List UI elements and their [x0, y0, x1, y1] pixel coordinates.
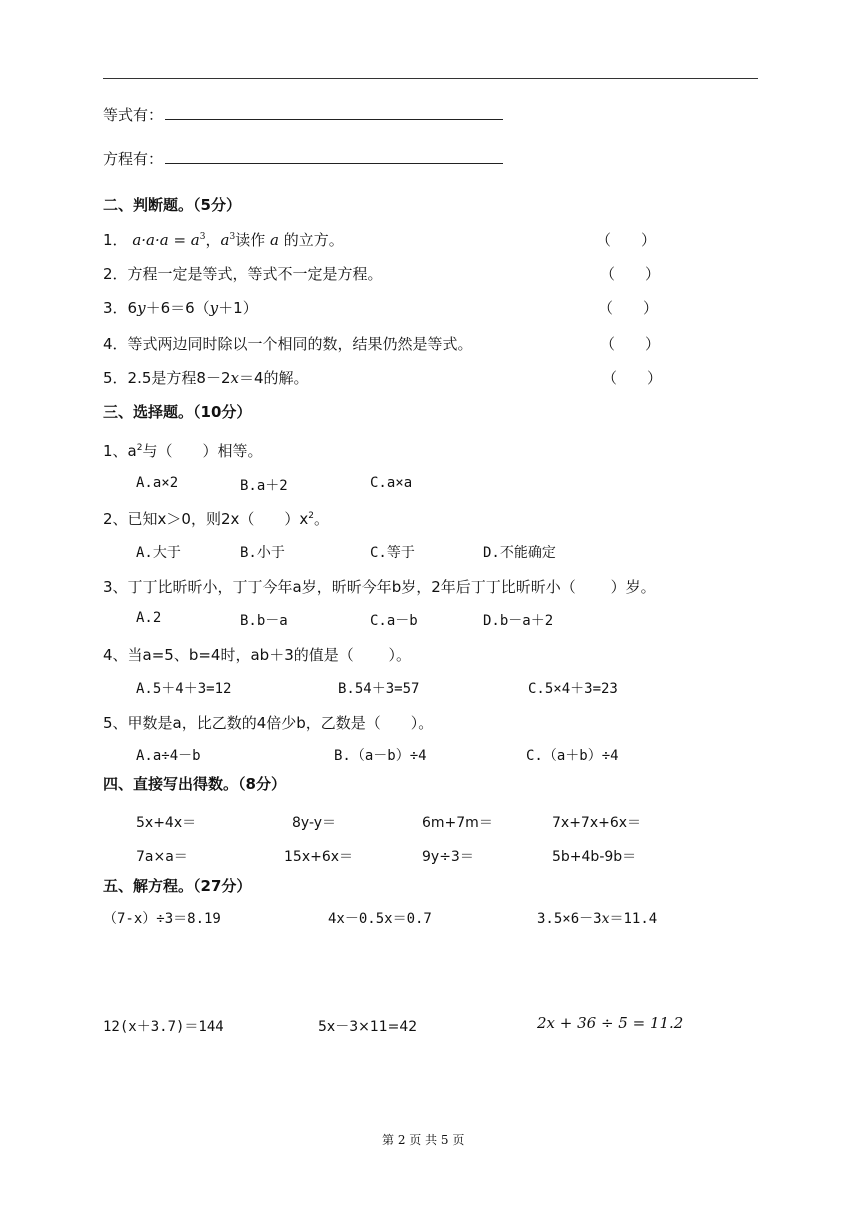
judge-q5-answer[interactable]: （ ）: [602, 369, 663, 387]
equation-1: （7-x）÷3＝8.19: [103, 911, 221, 927]
oral-calc-8: 5b+4b-9b＝: [552, 849, 637, 865]
equation-3-var: x: [601, 911, 610, 927]
equations-blank[interactable]: [165, 149, 503, 164]
choice-q1-option-c[interactable]: C.a×a: [370, 475, 413, 491]
equation-6: 2x + 36 ÷ 5 = 11.2: [537, 1014, 684, 1032]
oral-calc-7: 9y÷3＝: [422, 849, 474, 865]
choice-q1-option-a[interactable]: A.a×2: [136, 475, 179, 491]
equations-label: 方程有：: [103, 150, 164, 168]
choice-q4: 4、当a=5、b=4时，ab＋3的值是（ ）。: [103, 646, 412, 664]
choice-q5-option-b[interactable]: B.（a－b）÷4: [334, 748, 427, 764]
equalities-line: [103, 104, 503, 125]
judge-q2: 2．方程一定是等式，等式不一定是方程。: [103, 265, 383, 283]
judge-q1-answer[interactable]: （ ）: [596, 231, 657, 249]
judge-q2-answer[interactable]: （ ）: [600, 265, 661, 283]
section5-heading: 五、解方程。（27分）: [103, 877, 252, 895]
section4-heading: 四、直接写出得数。（8分）: [103, 775, 286, 793]
choice-q1-post: 与（ ）相等。: [142, 442, 263, 460]
equation-4: 12(x＋3.7)＝144: [103, 1019, 224, 1035]
equalities-blank[interactable]: [165, 105, 503, 120]
choice-q3: 3、丁丁比昕昕小，丁丁今年a岁，昕昕今年b岁，2年后丁丁比昕昕小（ ）岁。: [103, 578, 656, 596]
oral-calc-1: 5x+4x＝: [136, 815, 197, 831]
judge-q4: 4．等式两边同时除以一个相同的数，结果仍然是等式。: [103, 335, 473, 353]
judge-q3: [103, 297, 258, 318]
oral-calc-5: 7a×a＝: [136, 849, 188, 865]
equalities-label: 等式有：: [103, 106, 164, 124]
q1-var-2: a: [269, 231, 279, 249]
q1-tail: 的立方。: [283, 231, 344, 249]
choice-q3-option-c[interactable]: C.a－b: [370, 613, 418, 629]
choice-q5-option-c[interactable]: C.（a＋b）÷4: [526, 748, 619, 764]
choice-q2-option-a[interactable]: A.大于: [136, 545, 181, 561]
choice-q4-option-c[interactable]: C.5×4＋3=23: [528, 681, 618, 697]
choice-q3-option-a[interactable]: A.2: [136, 610, 162, 626]
q3-mid: ＋6＝6（: [145, 299, 210, 317]
choice-q1-exponent: 2: [136, 443, 143, 453]
q5-prefix: 5．2.5是方程8－2: [103, 369, 231, 387]
q3-var: y: [137, 299, 146, 317]
choice-q2-option-b[interactable]: B.小于: [240, 545, 285, 561]
page-footer: 第 2 页 共 5 页: [382, 1133, 465, 1147]
q3-var-2: y: [209, 299, 219, 317]
choice-q2-option-c[interactable]: C.等于: [370, 545, 415, 561]
choice-q1-option-b[interactable]: B.a＋2: [240, 478, 288, 494]
q1-text: 读作: [235, 231, 266, 249]
equation-3-tail: ＝11.4: [609, 911, 658, 927]
choice-q5-option-a[interactable]: A.a÷4－b: [136, 748, 201, 764]
section3-heading: 三、选择题。（10分）: [103, 403, 252, 421]
q3-tail: ＋1）: [218, 299, 258, 317]
section2-heading: 二、判断题。（5分）: [103, 196, 241, 214]
equation-3: [537, 908, 657, 928]
oral-calc-6: 15x+6x＝: [284, 849, 354, 865]
choice-q2-exponent: 2: [308, 511, 314, 521]
q5-tail: ＝4的解。: [238, 369, 309, 387]
header-rule: [103, 78, 758, 79]
choice-q5: 5、甲数是a，比乙数的4倍少b，乙数是（ ）。: [103, 714, 434, 732]
judge-q1: [103, 229, 344, 250]
choice-q4-option-a[interactable]: A.5＋4＋3=12: [136, 681, 232, 697]
judge-q5: [103, 367, 309, 388]
choice-q1-pre: 1、a: [103, 442, 137, 460]
choice-q2: [103, 508, 329, 529]
oral-calc-3: 6m+7m＝: [422, 815, 493, 831]
choice-q1: [103, 440, 263, 461]
choice-q2-pre: 2、已知x＞0，则2x（ ）x: [103, 510, 309, 528]
q3-prefix: 3．6: [103, 299, 138, 317]
q1-var: a: [220, 231, 230, 249]
equations-line: [103, 148, 503, 169]
q1-comma: ，: [205, 231, 221, 249]
choice-q2-post: 。: [314, 510, 330, 528]
q5-var: x: [230, 369, 239, 387]
oral-calc-4: 7x+7x+6x＝: [552, 815, 642, 831]
oral-calc-2: 8y-y＝: [292, 815, 337, 831]
q1-exponent: 3: [199, 232, 206, 242]
equation-2: 4x－0.5x＝0.7: [328, 911, 432, 927]
choice-q3-option-d[interactable]: D.b－a＋2: [483, 613, 554, 629]
q1-number: 1．: [103, 231, 128, 249]
judge-q4-answer[interactable]: （ ）: [600, 335, 661, 353]
q1-expression: a·a·a = a: [132, 231, 200, 249]
choice-q4-option-b[interactable]: B.54＋3=57: [338, 681, 420, 697]
judge-q3-answer[interactable]: （ ）: [598, 299, 659, 317]
choice-q2-option-d[interactable]: D.不能确定: [483, 545, 556, 561]
equation-3-left: 3.5×6－3: [537, 911, 602, 927]
q1-exponent-2: 3: [229, 232, 236, 242]
equation-5: 5x－3×11=42: [318, 1019, 418, 1035]
choice-q3-option-b[interactable]: B.b－a: [240, 613, 288, 629]
